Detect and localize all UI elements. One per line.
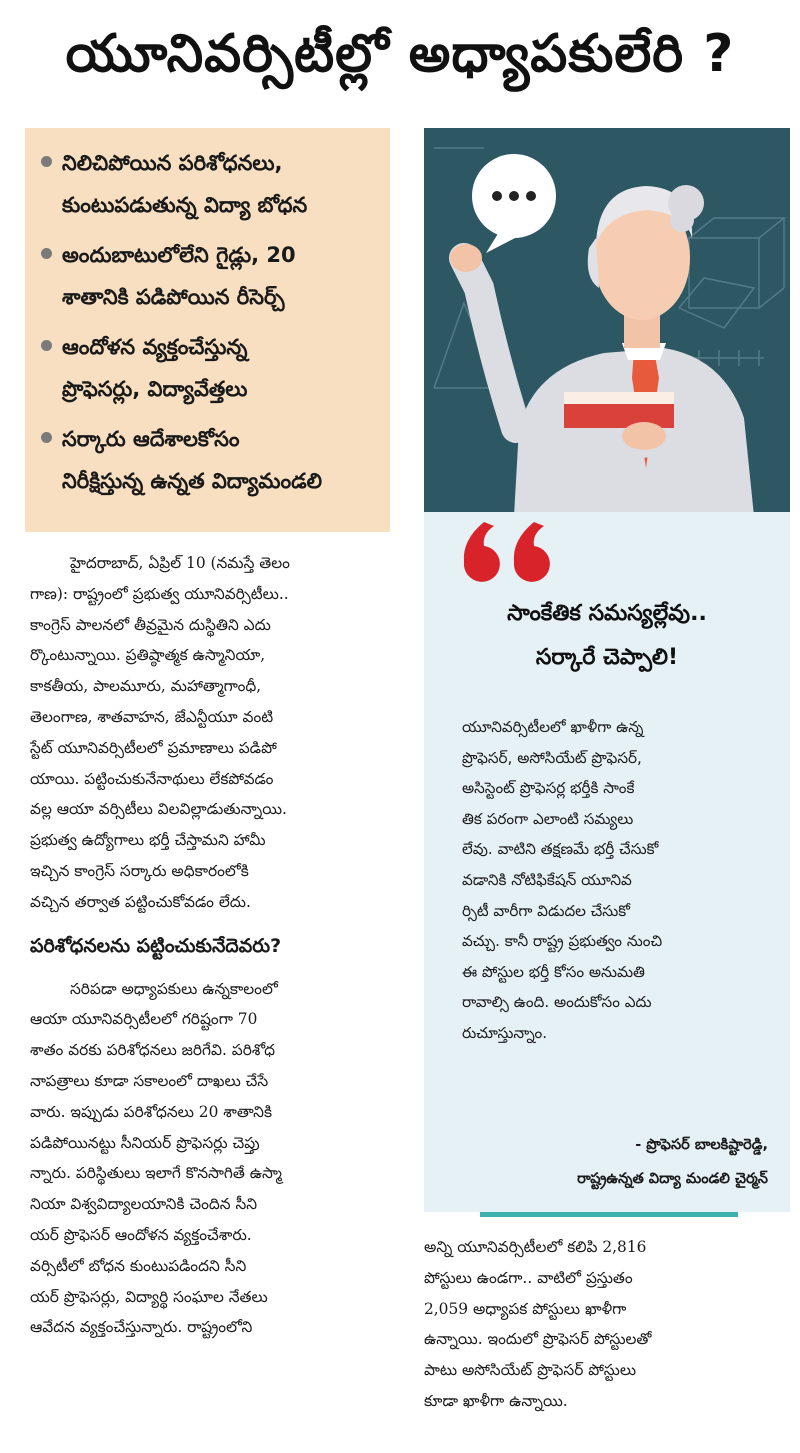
bullet-item bbox=[39, 234, 380, 318]
text-line: పోస్టులు ఉండగా.. వాటిలో ప్రస్తుతం bbox=[424, 1268, 633, 1287]
text-line: యర్ ప్రొఫెసర్ ఆందోళన వ్యక్తంచేశారు. bbox=[30, 1225, 252, 1244]
bullet-dot-icon bbox=[41, 248, 52, 259]
text-line: వచ్చు. కానీ రాష్ట్ర ప్రభుత్వం నుంచి bbox=[462, 932, 663, 951]
bullet-line: కుంటుపడుతున్న విద్యా బోధన bbox=[62, 193, 308, 217]
text-line: ర్సిటీ వారీగా విడుదల చేసుకో bbox=[462, 901, 630, 920]
text-line: ఈ పోస్టుల భర్తీ కోసం అనుమతి bbox=[462, 962, 645, 981]
text-line: పాటు అసోసియేట్ ప్రొఫెసర్ పోస్టులు bbox=[424, 1361, 637, 1380]
text-line: యాయి. పట్టించుకునేనాథులు లేకపోవడం bbox=[30, 769, 274, 788]
text-line: లేవు. వాటిని తక్షణమే భర్తీ చేసుకో bbox=[462, 840, 659, 859]
text-line: వారు. ఇప్పుడు పరిశోధనలు 20 శాతానికి bbox=[30, 1102, 273, 1121]
text-line: అన్ని యూనివర్సిటీలలో కలిపి 2,816 bbox=[424, 1238, 647, 1256]
quote-attribution bbox=[577, 1128, 768, 1196]
text-line: హైదరాబాద్, ఏప్రిల్ 10 (నమస్తే తెలం bbox=[70, 554, 290, 572]
quote-title bbox=[424, 592, 790, 680]
text-line: కాంగ్రెస్ పాలనలో తీవ్రమైన దుస్థితిని ఎదు bbox=[30, 615, 271, 634]
quote-title-line: సర్కారే చెప్పాలి! bbox=[535, 645, 679, 670]
text-line: ఆవేదన వ్యక్తంచేస్తున్నారు. రాష్ట్రంలోని bbox=[30, 1318, 253, 1337]
professor-illustration bbox=[424, 128, 790, 516]
text-line: శాతం వరకు పరిశోధనలు జరిగేవి. పరిశోధ bbox=[30, 1041, 275, 1060]
text-line: న్నారు. పరిస్థితులు ఇలాగే కొనసాగితే ఉస్మా bbox=[30, 1164, 282, 1183]
text-line: నాపత్రాలు కూడా సకాలంలో దాఖలు చేసే bbox=[30, 1071, 269, 1090]
text-line: వల్ల ఆయా వర్సిటీలు విలవిల్లాడుతున్నాయి. bbox=[30, 800, 287, 819]
text-line: గాణ): రాష్ట్రంలో ప్రభుత్వ యూనివర్సిటీలు.. bbox=[30, 584, 289, 603]
bullet-dot-icon bbox=[41, 156, 52, 167]
text-line: యర్ ప్రొఫెసర్లు, విద్యార్థి సంఘాల నేతలు bbox=[30, 1287, 268, 1306]
text-line: సరిపడా అధ్యాపకులు ఉన్నకాలంలో bbox=[70, 979, 278, 998]
text-line: ప్రొఫెసర్, అసోసియేట్ ప్రొఫెసర్, bbox=[462, 748, 642, 767]
bullet-dot-icon bbox=[41, 432, 52, 443]
accent-divider bbox=[480, 1212, 738, 1217]
text-line: రావాల్సి ఉంది. అందుకోసం ఎదు bbox=[462, 993, 652, 1012]
quote-panel bbox=[424, 512, 790, 1212]
article-paragraph bbox=[30, 974, 392, 1344]
text-line: ఉన్నాయి. ఇందులో ప్రొఫెసర్ పోస్టులతో bbox=[424, 1330, 652, 1349]
right-column-paragraph bbox=[424, 1232, 790, 1417]
text-line: కాకతీయ, పాలమూరు, మహాత్మాగాంధీ, bbox=[30, 677, 262, 696]
text-line: 2,059 అధ్యాపక పోస్టులు ఖాళీగా bbox=[424, 1299, 627, 1318]
quote-body bbox=[462, 712, 762, 1049]
bullet-line: ప్రొఫెసర్లు, విద్యావేత్తలు bbox=[62, 377, 248, 401]
attribution-title: రాష్ట్రఉన్నత విద్యా మండలి చైర్మన్ bbox=[577, 1171, 768, 1187]
text-line: వర్సిటీలో బోధన కుంటుపడిందని సీని bbox=[30, 1256, 247, 1275]
bullet-item bbox=[39, 326, 380, 410]
headline: యూనివర్సిటీల్లో అధ్యాపకులేరి ? bbox=[65, 23, 735, 84]
bullet-summary-box bbox=[25, 128, 390, 532]
bullet-dot-icon bbox=[41, 340, 52, 351]
bullet-line: ఆందోళన వ్యక్తంచేస్తున్న bbox=[62, 335, 248, 359]
text-line: నియా విశ్వవిద్యాలయానికి చెందిన సీని bbox=[30, 1195, 258, 1214]
bullet-line: అందుబాటులోలేని గైడ్లు, 20 bbox=[62, 243, 296, 267]
bullet-line: శాతానికి పడిపోయిన రీసెర్చ్ bbox=[62, 285, 285, 309]
text-line: ర్కొంటున్నాయి. ప్రతిష్ఠాత్మక ఉస్మానియా, bbox=[30, 646, 266, 665]
text-line: ప్రభుత్వ ఉద్యోగాలు భర్తీ చేస్తామని హామీ bbox=[30, 831, 266, 850]
bullet-line: నిరీక్షిస్తున్న ఉన్నత విద్యామండలి bbox=[62, 469, 323, 493]
text-line: పడిపోయినట్టు సీనియర్ ప్రొఫెసర్లు చెప్తు bbox=[30, 1133, 260, 1152]
text-line: స్టేట్ యూనివర్సిటీలలో ప్రమాణాలు పడిపో bbox=[30, 738, 277, 757]
text-line: ఇచ్చిన కాంగ్రెస్ సర్కారు అధికారంలోకి bbox=[30, 861, 249, 880]
text-line: కూడా ఖాళీగా ఉన్నాయి. bbox=[424, 1391, 568, 1410]
attribution-name: - ప్రొఫెసర్ బాలకిష్టారెడ్డి, bbox=[635, 1137, 768, 1153]
quote-title-line: సాంకేతిక సమస్యల్లేవు.. bbox=[507, 601, 707, 626]
bullet-item bbox=[39, 418, 380, 502]
quote-marks-icon bbox=[454, 510, 564, 590]
text-line: ఆయా యూనివర్సిటీలలో గరిష్టంగా 70 bbox=[30, 1010, 258, 1029]
text-line: వచ్చిన తర్వాత పట్టించుకోవడం లేదు. bbox=[30, 892, 251, 911]
bullet-line: సర్కారు ఆదేశాలకోసం bbox=[62, 427, 240, 451]
text-line: తిక పరంగా ఎలాంటి సమ్యలు bbox=[462, 809, 634, 828]
text-line: వడానికి నోటిఫికేషన్ యూనివ bbox=[462, 870, 632, 889]
main-article-column bbox=[30, 548, 392, 1343]
text-line: యూనివర్సిటీలలో ఖాళీగా ఉన్న bbox=[462, 718, 644, 736]
bullet-line: నిలిచిపోయిన పరిశోధనలు, bbox=[62, 151, 283, 175]
section-subheading: పరిశోధనలను పట్టించుకునేదెవరు? bbox=[30, 934, 282, 957]
text-line: అసిస్టెంట్ ప్రొఫెసర్ల భర్తీకి సాంకే bbox=[462, 779, 635, 798]
text-line: తెలంగాణ, శాతవాహన, జేఎన్టీయూ వంటి bbox=[30, 707, 274, 726]
article-paragraph bbox=[30, 548, 392, 918]
text-line: రుచూస్తున్నాం. bbox=[462, 1023, 548, 1042]
bullet-item bbox=[39, 142, 380, 226]
